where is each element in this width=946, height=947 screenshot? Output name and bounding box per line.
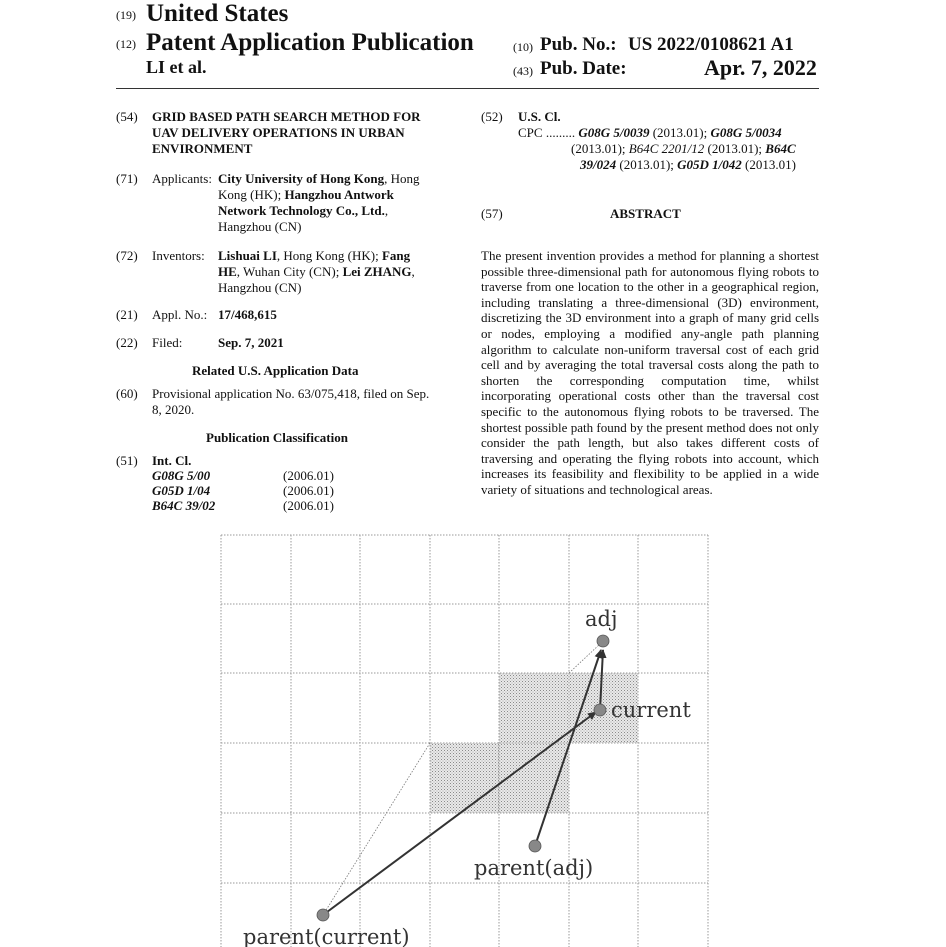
inventor-2-name-a: Fang: [381, 248, 411, 263]
inventors-line-3: Hangzhou (CN): [218, 280, 302, 295]
applicant-1-location: , Hong: [384, 171, 420, 186]
inid-code-72: (72): [116, 248, 138, 263]
inid-code-19: (19): [116, 8, 136, 22]
inid-code-10: (10): [513, 40, 533, 54]
pub-date-value: Apr. 7, 2022: [704, 55, 817, 80]
inventor-1-location: , Hong Kong (HK);: [276, 248, 382, 263]
inid-code-22: (22): [116, 335, 138, 350]
cpc-label: CPC .........: [518, 125, 576, 140]
node-parent-current: [317, 909, 329, 921]
applicants-line-4: Hangzhou (CN): [218, 219, 302, 234]
int-cl-year-1: (2006.01): [283, 468, 334, 483]
applicant-short: LI et al.: [146, 57, 207, 77]
inid-code-51: (51): [116, 453, 138, 468]
applicant-1-country: Kong (HK);: [218, 187, 285, 202]
applicant-2-name-b: Network Technology Co., Ltd.: [218, 203, 385, 218]
related-data-heading: Related U.S. Application Data: [192, 363, 359, 378]
cpc-year-4: (2013.01);: [616, 157, 678, 172]
inid-code-71: (71): [116, 171, 138, 186]
title-line-1: GRID BASED PATH SEARCH METHOD FOR: [152, 109, 421, 124]
title-line-2: UAV DELIVERY OPERATIONS IN URBAN: [152, 125, 405, 140]
inventor-3-name: Lei ZHANG: [342, 264, 412, 279]
int-cl-code-3: B64C 39/02: [152, 498, 216, 513]
int-cl-code-2: G05D 1/04: [152, 483, 211, 498]
cpc-code-1: G08G 5/0039: [578, 125, 650, 140]
provisional-line-2: 8, 2020.: [152, 402, 195, 417]
cpc-year-2: (2013.01);: [571, 141, 629, 156]
inventor-2-location: , Wuhan City (CN);: [236, 264, 343, 279]
cpc-code-3: B64C 2201/12: [628, 141, 705, 156]
cpc-year-3: (2013.01);: [704, 141, 766, 156]
pub-no-label: Pub. No.:: [540, 34, 617, 55]
cpc-code-5: G05D 1/042: [677, 157, 742, 172]
label-parent-current: parent(current): [243, 925, 410, 947]
abstract-text: The present invention provides a method for planning a shortest possible three-dimensional path for autonomous flying robots to traverse from one location to the other in a geographical region, including translating a three-dimensional (3D) environment, discretizing the 3D environment into a graph of many grid cells or nodes, employing a modified any-angle path planning algorithm to calculate non-uniform traversal cost of each grid cell and by averaging the total traversal costs along the path to shorten the corresponding computation time, whilst incorporating operational costs other than the traversal cost specific to the autonomous flying robots to be traversed. The shortest possible path found by the present method does not only consider the path length, but also takes different costs of traversing and operating the flying robots into account, which increases its feasibility and flexibility to be applied in a wide variety of situations and technological areas.: [481, 248, 819, 497]
inid-code-57: (57): [481, 206, 503, 221]
applicant-2-name-a: Hangzhou Antwork: [284, 187, 394, 202]
node-parent-adj: [529, 840, 541, 852]
country-heading: United States: [146, 0, 289, 27]
node-adj: [597, 635, 609, 647]
inid-code-52: (52): [481, 109, 503, 124]
cpc-year-1: (2013.01);: [649, 125, 711, 140]
applicant-1-name: City University of Hong Kong: [218, 171, 385, 186]
title-line-3: ENVIRONMENT: [152, 141, 253, 156]
cpc-code-4b: 39/024: [580, 157, 617, 172]
filed-label: Filed:: [152, 335, 183, 350]
cpc-code-2: G08G 5/0034: [710, 125, 782, 140]
inid-code-21: (21): [116, 307, 138, 322]
us-cl-label: U.S. Cl.: [518, 109, 561, 124]
publication-type-heading: Patent Application Publication: [146, 29, 474, 56]
int-cl-code-1: G08G 5/00: [152, 468, 211, 483]
label-current: current: [611, 698, 691, 722]
inid-code-60: (60): [116, 386, 138, 401]
applicant-2-comma: ,: [384, 203, 389, 218]
filed-value: Sep. 7, 2021: [218, 335, 284, 350]
int-cl-label: Int. Cl.: [152, 453, 192, 468]
applicants-label: Applicants:: [152, 171, 212, 186]
inventor-2-name-b: HE: [218, 264, 237, 279]
appl-no-value: 17/468,615: [218, 307, 277, 322]
inventor-1-name: Lishuai LI: [218, 248, 277, 263]
label-parent-adj: parent(adj): [474, 856, 594, 880]
inventor-3-comma: ,: [411, 264, 415, 279]
appl-no-label: Appl. No.:: [152, 307, 208, 322]
inid-code-54: (54): [116, 109, 138, 124]
pub-date-label: Pub. Date:: [540, 58, 627, 79]
node-current: [594, 704, 606, 716]
abstract-heading: ABSTRACT: [610, 206, 681, 221]
pub-no-value: US 2022/0108621 A1: [628, 34, 794, 55]
label-adj: adj: [585, 607, 618, 631]
cpc-code-4a: B64C: [765, 141, 796, 156]
provisional-line-1: Provisional application No. 63/075,418, filed on Sep.: [152, 386, 430, 401]
inventors-label: Inventors:: [152, 248, 205, 263]
publication-classification-heading: Publication Classification: [206, 430, 348, 445]
int-cl-year-3: (2006.01): [283, 498, 334, 513]
inid-code-12: (12): [116, 37, 136, 51]
int-cl-year-2: (2006.01): [283, 483, 334, 498]
cpc-year-5: (2013.01): [741, 157, 796, 172]
inid-code-43: (43): [513, 64, 533, 78]
